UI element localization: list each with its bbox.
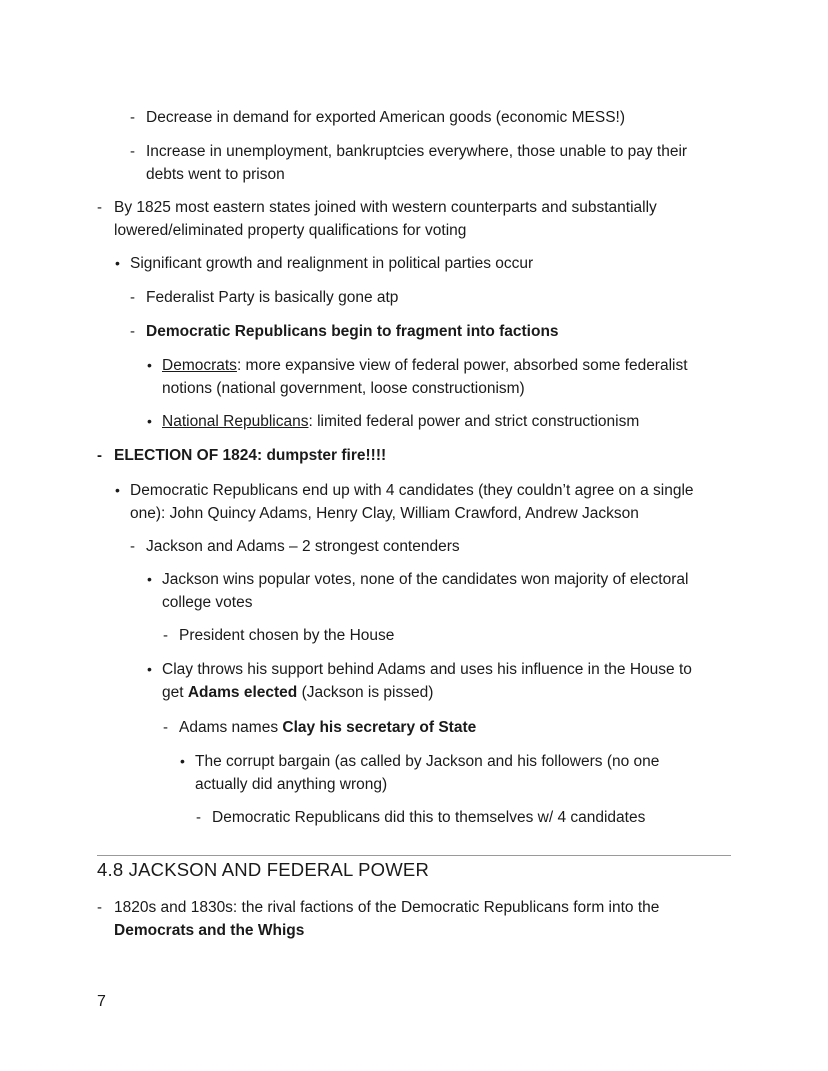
dash-marker: - xyxy=(97,199,102,216)
list-item: President chosen by the House xyxy=(179,627,395,644)
list-item: 1820s and 1830s: the rival factions of the Democratic Republicans form into the xyxy=(114,899,660,916)
section-heading: 4.8 JACKSON AND FEDERAL POWER xyxy=(97,859,430,880)
dash-marker: - xyxy=(163,719,168,736)
term-democrats: Democrats xyxy=(162,357,237,374)
dash-marker: - xyxy=(97,899,102,916)
bullet-marker: • xyxy=(147,413,152,429)
list-item-continuation: lowered/eliminated property qualifications for voting xyxy=(114,222,467,239)
bullet-marker: • xyxy=(147,571,152,587)
list-item: Increase in unemployment, bankruptcies everywhere, those unable to pay their xyxy=(146,143,688,160)
dash-marker: - xyxy=(130,289,135,306)
text-run: (Jackson is pissed) xyxy=(297,684,434,701)
list-item-continuation: debts went to prison xyxy=(146,166,285,183)
emphasis-text: Adams elected xyxy=(187,684,298,701)
dash-marker: - xyxy=(130,143,135,160)
list-item: Significant growth and realignment in political parties occur xyxy=(130,255,534,272)
dash-marker: - xyxy=(97,447,102,464)
list-item: Jackson and Adams – 2 strongest contenders xyxy=(146,538,460,555)
list-item xyxy=(179,716,476,739)
list-item-continuation: college votes xyxy=(162,594,253,611)
list-item xyxy=(162,410,639,433)
list-item-continuation: Democrats and the Whigs xyxy=(114,922,305,939)
list-item: ELECTION OF 1824: dumpster fire!!!! xyxy=(114,447,387,464)
list-item: Democratic Republicans begin to fragment into factions xyxy=(146,323,559,340)
dash-marker: - xyxy=(130,538,135,555)
bullet-marker: • xyxy=(115,482,120,498)
dash-marker: - xyxy=(130,109,135,126)
list-item-continuation: notions (national government, loose constructionism) xyxy=(162,380,525,397)
bullet-marker: • xyxy=(180,753,185,769)
dash-marker: - xyxy=(196,809,201,826)
text-run: get xyxy=(162,684,188,701)
list-item-continuation xyxy=(162,681,433,704)
section-divider xyxy=(97,855,731,856)
dash-marker: - xyxy=(163,627,168,644)
page-number: 7 xyxy=(97,993,106,1010)
list-item: Clay throws his support behind Adams and uses his influence in the House to xyxy=(162,661,692,678)
text-run: Adams names xyxy=(179,719,283,736)
list-item-continuation: one): John Quincy Adams, Henry Clay, William Crawford, Andrew Jackson xyxy=(130,505,639,522)
list-item: By 1825 most eastern states joined with western counterparts and substantially xyxy=(114,199,657,216)
list-item: Jackson wins popular votes, none of the candidates won majority of electoral xyxy=(162,571,689,588)
dash-marker: - xyxy=(130,323,135,340)
list-item: Federalist Party is basically gone atp xyxy=(146,289,399,306)
emphasis-text: Clay his secretary of State xyxy=(282,719,477,736)
list-item: The corrupt bargain (as called by Jackson and his followers (no one xyxy=(195,753,660,770)
bullet-marker: • xyxy=(115,255,120,271)
list-item: Democratic Republicans end up with 4 candidates (they couldn’t agree on a single xyxy=(130,482,694,499)
definition-text: : more expansive view of federal power, absorbed some federalist xyxy=(236,357,688,374)
bullet-marker: • xyxy=(147,661,152,677)
list-item: Democratic Republicans did this to themselves w/ 4 candidates xyxy=(212,809,646,826)
bullet-marker: • xyxy=(147,357,152,373)
list-item xyxy=(162,354,688,377)
list-item: Decrease in demand for exported American goods (economic MESS!) xyxy=(146,109,626,126)
list-item-continuation: actually did anything wrong) xyxy=(195,776,388,793)
definition-text: : limited federal power and strict constructionism xyxy=(308,413,640,430)
term-national-republicans: National Republicans xyxy=(162,413,309,430)
